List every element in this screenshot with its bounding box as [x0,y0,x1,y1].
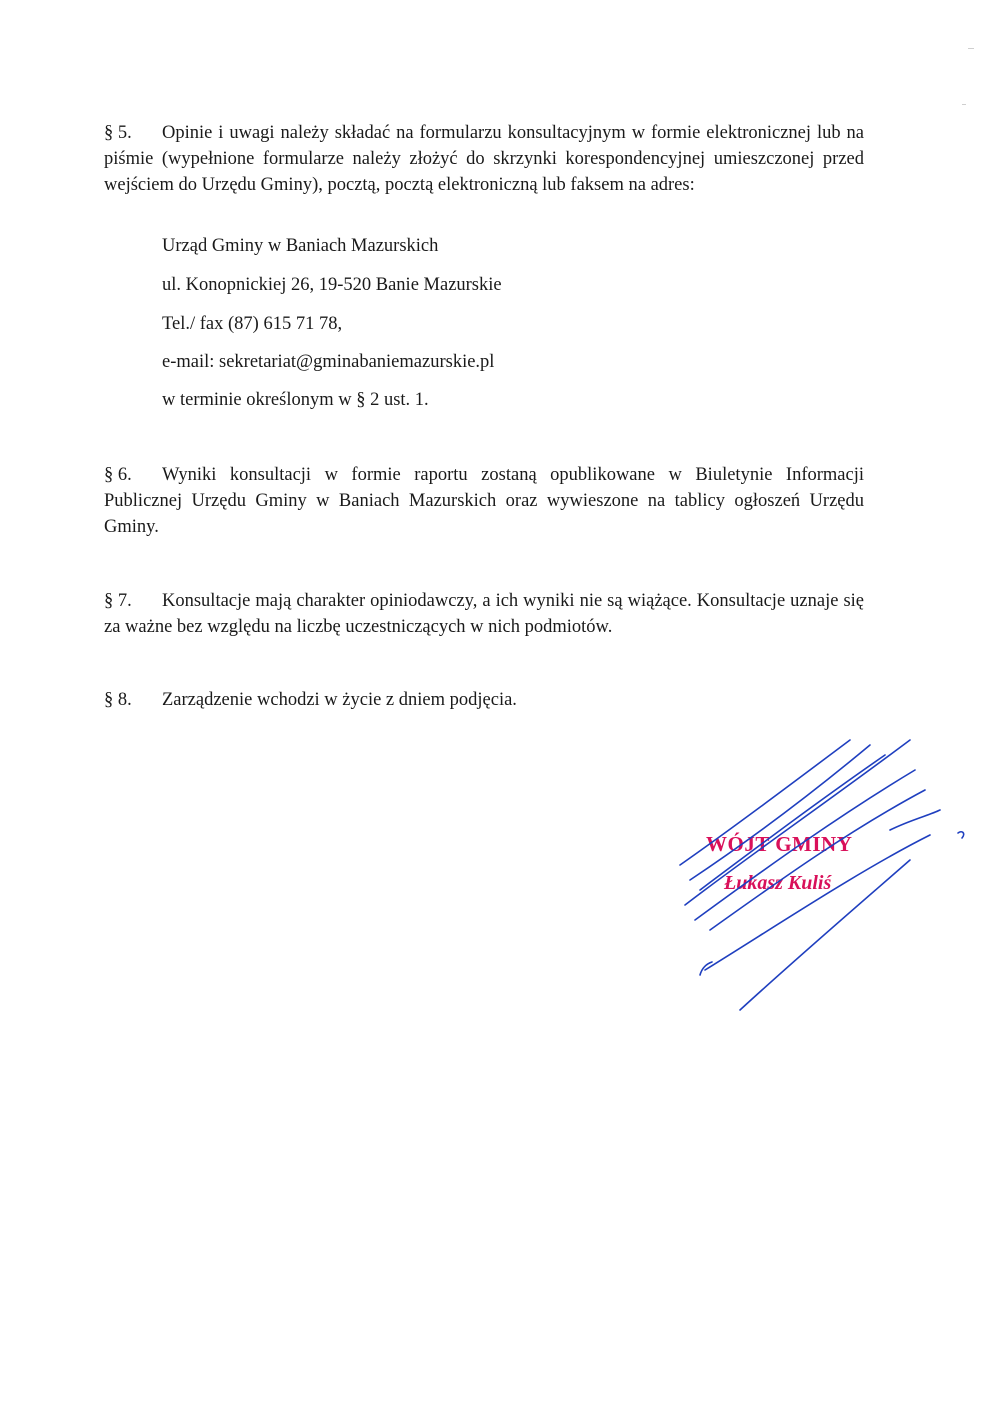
section-7 [104,588,864,640]
section-5-text: Opinie i uwagi należy składać na formularzu konsultacyjnym w formie elektronicznej lub na piśmie (wypełnione formularze należy złożyć do skrzynki korespondencyjnej umieszczonej przed wejściem do Urzędu Gminy), pocztą, pocztą elektroniczną lub faksem na adres: [104,123,864,195]
section-7-text: Konsultacje mają charakter opiniodawczy, a ich wyniki nie są wiążące. Konsultacje uznaje się za ważne bez względu na liczbę uczestniczących w nich podmiotów. [104,591,864,637]
address-phone: Tel./ fax (87) 615 71 78, [162,314,343,334]
section-6 [104,462,864,540]
address-office: Urząd Gminy w Baniach Mazurskich [162,236,439,256]
address-deadline: w terminie określonym w § 2 ust. 1. [162,390,429,410]
handwritten-signature [640,730,980,1020]
stamp-name: Łukasz Kuliś [724,872,832,894]
stamp-title: WÓJT GMINY [706,832,853,856]
section-7-number: § 7. [104,591,132,611]
section-8-text: Zarządzenie wchodzi w życie z dniem podjęcia. [162,690,517,710]
section-6-number: § 6. [104,465,132,485]
section-6-text: Wyniki konsultacji w formie raportu zostaną opublikowane w Biuletynie Informacji Publicznej Urzędu Gminy w Baniach Mazurskich oraz wywieszone na tablicy ogłoszeń Urzędu Gminy. [104,465,864,537]
scan-artifact [968,48,974,49]
section-8 [104,687,864,713]
section-5 [104,120,864,198]
address-email: e-mail: sekretariat@gminabaniemazurskie.pl [162,352,495,372]
section-8-number: § 8. [104,690,132,710]
scan-artifact [962,104,966,105]
section-5-number: § 5. [104,123,132,143]
address-street: ul. Konopnickiej 26, 19-520 Banie Mazurskie [162,275,502,295]
